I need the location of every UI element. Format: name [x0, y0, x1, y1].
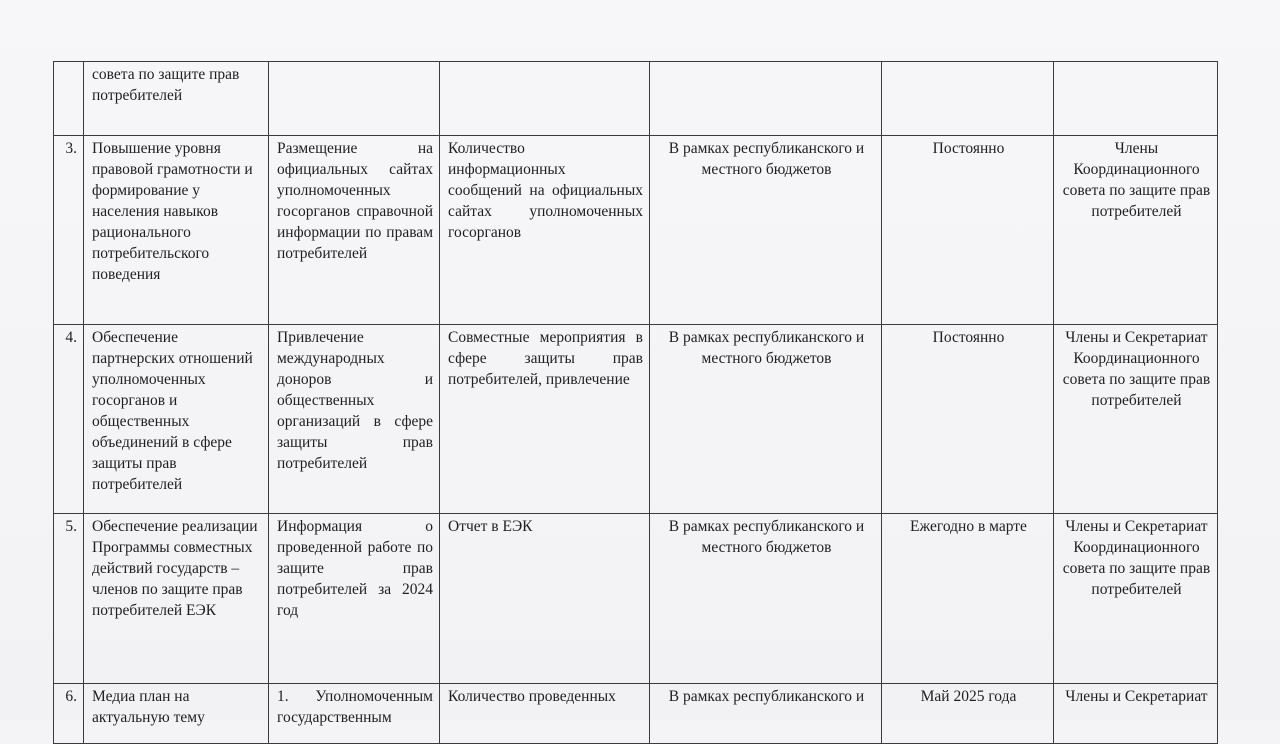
table-row: [54, 62, 1218, 136]
row-number: [54, 62, 84, 136]
table-row: [54, 514, 1218, 684]
measure-cell: Привлечение международных доноров и общественных организаций в сфере защиты прав потребителей: [269, 325, 440, 514]
goal-cell: Обеспечение реализации Программы совместных действий государств – членов по защите прав потребителей ЕЭК: [84, 514, 269, 684]
row-number: 4.: [54, 325, 84, 514]
funding-cell: [650, 62, 882, 136]
measure-cell: 1. Уполномоченным государственным: [269, 684, 440, 744]
funding-cell: В рамках республиканского и: [650, 684, 882, 744]
row-number: 3.: [54, 136, 84, 325]
indicator-cell: Совместные мероприятия в сфере защиты прав потребителей, привлечение: [440, 325, 650, 514]
measure-cell: Размещение на официальных сайтах уполномоченных госорганов справочной информации по правам потребителей: [269, 136, 440, 325]
table-row: [54, 684, 1218, 744]
measure-cell: Информация о проведенной работе по защите прав потребителей за 2024 год: [269, 514, 440, 684]
indicator-cell: Количество проведенных: [440, 684, 650, 744]
responsible-cell: Члены и Секретариат Координационного совета по защите прав потребителей: [1054, 325, 1218, 514]
goal-cell: совета по защите прав потребителей: [84, 62, 269, 136]
deadline-cell: Постоянно: [882, 136, 1054, 325]
indicator-cell: Количество информационных сообщений на официальных сайтах уполномоченных госорганов: [440, 136, 650, 325]
responsible-cell: [1054, 62, 1218, 136]
responsible-cell: Члены и Секретариат: [1054, 684, 1218, 744]
responsible-cell: Члены Координационного совета по защите прав потребителей: [1054, 136, 1218, 325]
deadline-cell: Ежегодно в марте: [882, 514, 1054, 684]
goal-cell: Повышение уровня правовой грамотности и формирование у населения навыков рационального потребительского поведения: [84, 136, 269, 325]
funding-cell: В рамках республиканского и местного бюджетов: [650, 325, 882, 514]
deadline-cell: Май 2025 года: [882, 684, 1054, 744]
funding-cell: В рамках республиканского и местного бюджетов: [650, 514, 882, 684]
goal-cell: Медиа план на актуальную тему: [84, 684, 269, 744]
indicator-cell: [440, 62, 650, 136]
action-plan-table: [53, 61, 1218, 744]
funding-cell: В рамках республиканского и местного бюджетов: [650, 136, 882, 325]
deadline-cell: [882, 62, 1054, 136]
goal-cell: Обеспечение партнерских отношений уполномоченных госорганов и общественных объединений в сфере защиты прав потребителей: [84, 325, 269, 514]
row-number: 6.: [54, 684, 84, 744]
deadline-cell: Постоянно: [882, 325, 1054, 514]
measure-cell: [269, 62, 440, 136]
indicator-cell: Отчет в ЕЭК: [440, 514, 650, 684]
row-number: 5.: [54, 514, 84, 684]
table-row: [54, 325, 1218, 514]
table-row: [54, 136, 1218, 325]
responsible-cell: Члены и Секретариат Координационного совета по защите прав потребителей: [1054, 514, 1218, 684]
